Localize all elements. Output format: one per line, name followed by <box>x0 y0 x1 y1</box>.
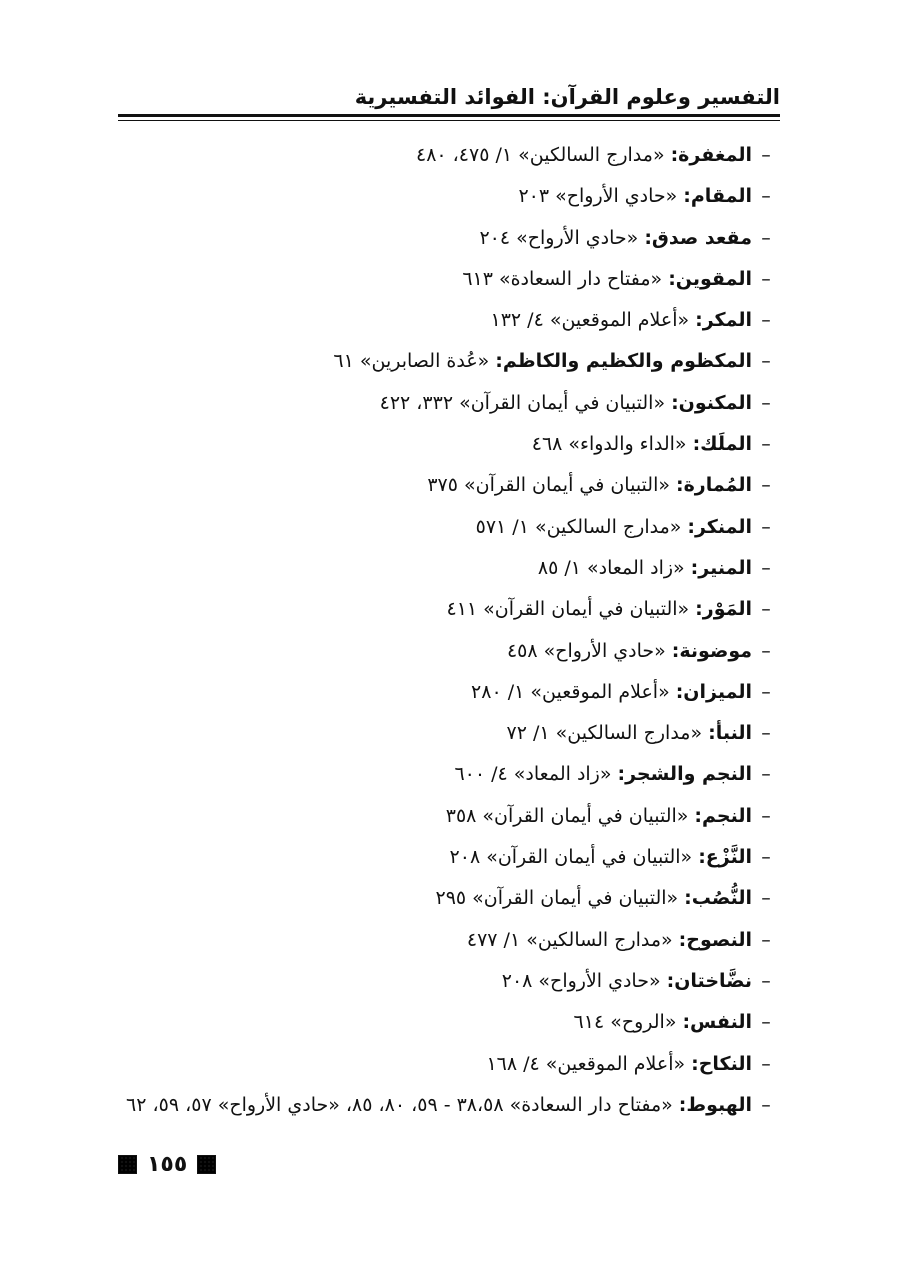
entry-term: مقعد صدق: <box>644 226 752 249</box>
entry-term: نضَّاختان: <box>666 969 752 992</box>
dash-marker: – <box>761 887 771 910</box>
ornament-icon <box>197 1155 216 1174</box>
index-entry <box>118 507 780 548</box>
entry-reference: «التبيان في أيمان القرآن» ٣٧٥ <box>427 474 670 497</box>
index-entry <box>118 878 780 919</box>
entry-term: المقوين: <box>668 267 752 290</box>
entry-term: النُّصُب: <box>684 887 752 910</box>
index-entry <box>118 548 780 589</box>
dash-marker: – <box>761 680 771 703</box>
entry-term: المنكر: <box>687 515 752 538</box>
index-entry <box>118 672 780 713</box>
entry-reference: «مدارج السالكين» ١/ ٧٢ <box>506 722 703 745</box>
dash-marker: – <box>761 598 771 621</box>
index-entry <box>118 176 780 217</box>
entry-reference: «أعلام الموقعين» ٤/ ١٦٨ <box>486 1052 686 1075</box>
entry-reference: «أعلام الموقعين» ١/ ٢٨٠ <box>471 680 670 703</box>
index-entry <box>118 713 780 754</box>
dash-marker: – <box>761 763 771 786</box>
dash-marker: – <box>761 267 771 290</box>
entry-term: المغفرة: <box>670 144 752 166</box>
entry-term: المكر: <box>695 309 752 332</box>
entry-term: المَوْر: <box>695 598 752 621</box>
entry-reference: «التبيان في أيمان القرآن» ٤١١ <box>446 598 690 621</box>
page-number: ١٥٥ <box>147 1152 188 1177</box>
dash-marker: – <box>761 144 771 166</box>
header-rule-thin <box>118 120 780 121</box>
dash-marker: – <box>761 969 771 992</box>
entry-reference: «حادي الأرواح» ٢٠٤ <box>479 226 639 249</box>
dash-marker: – <box>761 1011 771 1034</box>
dash-marker: – <box>761 515 771 538</box>
dash-marker: – <box>761 846 771 869</box>
entry-term: المكنون: <box>671 391 752 414</box>
index-entry <box>118 1002 780 1043</box>
index-entry <box>118 961 780 1002</box>
entry-term: النجم: <box>694 804 752 827</box>
entry-term: الميزان: <box>675 680 752 703</box>
dash-marker: – <box>761 722 771 745</box>
running-header: التفسير وعلوم القرآن: الفوائد التفسيرية <box>354 85 780 109</box>
entry-reference: «زاد المعاد» ٤/ ٦٠٠ <box>454 763 612 786</box>
dash-marker: – <box>761 804 771 827</box>
dash-marker: – <box>761 474 771 497</box>
index-entry <box>118 754 780 795</box>
index-entry <box>118 383 780 424</box>
entry-reference: «التبيان في أيمان القرآن» ٣٣٢، ٤٢٢ <box>379 391 666 414</box>
entry-reference: «مفتاح دار السعادة» ٦١٣ <box>462 267 663 290</box>
entry-reference: «مدارج السالكين» ١/ ٥٧١ <box>475 515 682 538</box>
dash-marker: – <box>761 433 771 456</box>
entry-reference: «عُدة الصابرين» ٦١ <box>333 350 490 373</box>
entry-reference: «أعلام الموقعين» ٤/ ١٣٢ <box>490 309 690 332</box>
ornament-icon <box>118 1155 137 1174</box>
dash-marker: – <box>761 391 771 414</box>
index-entry <box>118 135 780 176</box>
entry-reference: «الداء والدواء» ٤٦٨ <box>531 433 687 456</box>
entry-term: الهبوط: <box>678 1093 752 1116</box>
entry-reference: «التبيان في أيمان القرآن» ٢٩٥ <box>435 887 679 910</box>
entry-reference: «حادي الأرواح» ٤٥٨ <box>506 639 666 662</box>
dash-marker: – <box>761 226 771 249</box>
index-entry <box>118 837 780 878</box>
entry-term: المُمارة: <box>675 474 752 497</box>
entry-term: النبأ: <box>708 722 752 745</box>
entry-reference: «الروح» ٦١٤ <box>573 1011 677 1034</box>
dash-marker: – <box>761 928 771 951</box>
index-entries-list <box>118 135 780 1126</box>
entry-term: المكظوم والكظيم والكاظم: <box>495 350 752 373</box>
index-entry <box>118 465 780 506</box>
page-number-footer <box>118 1152 216 1177</box>
index-entry <box>118 589 780 630</box>
index-entry <box>118 259 780 300</box>
index-entry <box>118 796 780 837</box>
entry-reference: «حادي الأرواح» ٢٠٨ <box>501 969 661 992</box>
entry-reference: «التبيان في أيمان القرآن» ٣٥٨ <box>445 804 689 827</box>
index-entry <box>118 300 780 341</box>
dash-marker: – <box>761 1052 771 1075</box>
entry-term: موضونة: <box>671 639 752 662</box>
index-entry <box>118 920 780 961</box>
entry-term: النصوح: <box>678 928 752 951</box>
index-entry <box>118 1085 780 1126</box>
index-entry <box>118 1044 780 1085</box>
entry-reference: «مفتاح دار السعادة» ٣٨،٥٨ - ٥٩، ٨٠، ٨٥، «حادي الأرواح» ٥٧، ٥٩، ٦٢ <box>126 1093 673 1116</box>
index-entry <box>118 218 780 259</box>
entry-term: النَّزْع: <box>698 846 752 869</box>
dash-marker: – <box>761 350 771 373</box>
entry-term: النفس: <box>682 1011 752 1034</box>
dash-marker: – <box>761 1093 771 1116</box>
dash-marker: – <box>761 309 771 332</box>
entry-term: المقام: <box>683 185 752 208</box>
entry-reference: «التبيان في أيمان القرآن» ٢٠٨ <box>449 846 693 869</box>
entry-term: الملَك: <box>692 433 752 456</box>
index-entry <box>118 424 780 465</box>
dash-marker: – <box>761 639 771 662</box>
dash-marker: – <box>761 556 771 579</box>
entry-term: النجم والشجر: <box>617 763 752 786</box>
entry-reference: «مدارج السالكين» ١/ ٤٧٧ <box>466 928 673 951</box>
entry-term: المنير: <box>690 556 752 579</box>
entry-reference: «مدارج السالكين» ١/ ٤٧٥، ٤٨٠ <box>416 144 665 166</box>
index-entry <box>118 341 780 382</box>
index-entry <box>118 631 780 672</box>
entry-term: النكاح: <box>691 1052 752 1075</box>
entry-reference: «حادي الأرواح» ٢٠٣ <box>518 185 678 208</box>
header-rule-thick <box>118 114 780 117</box>
entry-reference: «زاد المعاد» ١/ ٨٥ <box>537 556 685 579</box>
dash-marker: – <box>761 185 771 208</box>
